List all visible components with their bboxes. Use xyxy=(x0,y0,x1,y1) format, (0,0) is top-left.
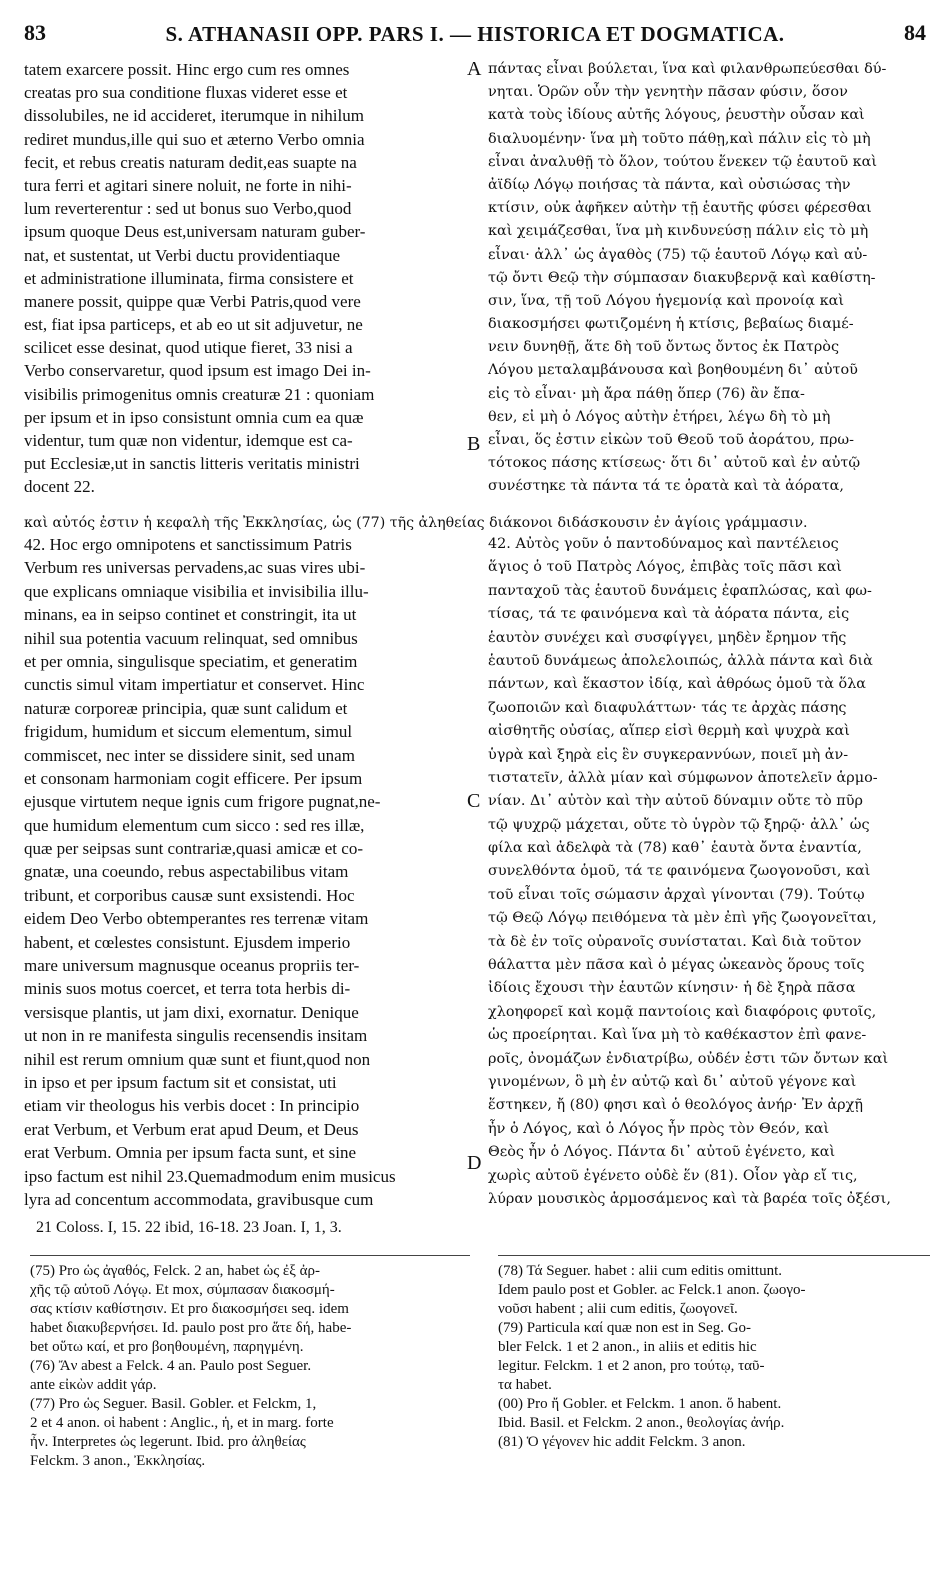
greek-text-line: ὑγρὰ καὶ ξηρὰ εἰς ἓν συγκεραννύων, ποιεῖ μὴ ἀν- xyxy=(488,746,849,763)
footnote-line: (77) Pro ὡς Seguer. Basil. Gobler. et Felckm, 1, xyxy=(30,1396,317,1412)
greek-text-line: νειν δυνηθῇ, ἅτε δὴ τοῦ ὄντως ὄντος ἐκ Πατρὸς xyxy=(488,339,840,356)
footnote-line: χῆς τῷ αὐτοῦ Λόγῳ. Et mox, σύμπασαν διακοσμή- xyxy=(30,1282,335,1298)
greek-text-line: ζωοποιῶν καὶ διαφυλάττων· τάς τε ἀρχὰς πάσης xyxy=(488,699,847,716)
latin-text-line: ipso factum est nihil 23.Quemadmodum enim musicus xyxy=(24,1166,396,1186)
latin-text-line: 42. Hoc ergo omnipotens et sanctissimum Patris xyxy=(24,535,352,554)
greek-spanning-line: καὶ αὐτός ἐστιν ἡ κεφαλὴ τῆς Ἐκκλησίας, ὡς (77) τῆς ἀληθείας διάκονοι διδάσκουσιν ἐν ἁγίοις γράμμασιν. xyxy=(24,515,808,531)
greek-text-line: πάντας εἶναι βούλεται, ἵνα καὶ φιλανθρωπεύεσθαι δύ- xyxy=(488,61,887,77)
latin-text-line: ejusque virtutem neque ignis cum frigore pugnat,ne- xyxy=(24,792,381,812)
latin-text-line: scilicet esse desinat, quod utique fieret, 33 nisi a xyxy=(24,338,353,358)
latin-text-line: et consonam harmoniam cogit efficere. Per ipsum xyxy=(24,768,363,788)
footnote-line: ante εἰκὼν addit γάρ. xyxy=(30,1377,157,1393)
greek-text-line: τῷ ψυχρῷ μάχεται, οὔτε τὸ ὑγρὸν τῷ ξηρῷ· ἀλλ᾽ ὡς xyxy=(488,816,870,833)
greek-text-line: κτίσιν, οὐκ ἀφῆκεν αὐτὴν τῇ ἑαυτῆς φύσει φέρεσθαι xyxy=(488,200,872,217)
latin-text-line: habent, et cœlestes consistunt. Ejusdem imperio xyxy=(24,932,351,952)
footnote-rule-left xyxy=(30,1255,470,1256)
latin-text-line: in ipso et per ipsum factum sit et consistat, uti xyxy=(24,1072,337,1092)
latin-text-line: fecit, et rebus creatis naturam dedit,eas suapte na xyxy=(24,152,357,172)
footnotes-left xyxy=(30,1262,470,1471)
greek-text-line: ὡς προείρηται. Καὶ ἵνα μὴ τὸ καθέκαστον ἐπὶ φανε- xyxy=(488,1027,867,1044)
greek-text-line: νίαν. Δι᾽ αὐτὸν καὶ τὴν αὐτοῦ δύναμιν οὔτε τὸ πῦρ xyxy=(488,793,863,810)
greek-text-line: διαλυομένην· ἵνα μὴ τοῦτο πάθῃ,καὶ πάλιν εἰς τὸ μὴ xyxy=(488,130,871,147)
greek-text-line: τὰ δὲ ἐν τοῖς οὐρανοῖς συνίσταται. Καὶ διὰ τοῦτον xyxy=(488,933,862,950)
greek-text-line: εἶναι ἀναλυθῇ τὸ ὅλον, τούτου ἕνεκεν τῷ ἑαυτοῦ καὶ xyxy=(488,153,878,170)
latin-text-line: eidem Deo Verbo obtemperantes res terrenæ vitam xyxy=(24,909,369,929)
latin-text-line: gnatæ, una coeundo, rebus aspectabilibus vitam xyxy=(24,862,349,882)
scripture-references: 21 Coloss. I, 15. 22 ibid, 16-18. 23 Joan. I, 1, 3. xyxy=(36,1219,342,1236)
greek-text-line: ἀϊδίῳ Λόγῳ ποιήσας τὰ πάντα, καὶ οὐσιώσας τὴν xyxy=(488,176,851,193)
latin-text-line: erat Verbum, et Verbum erat apud Deum, et Deus xyxy=(24,1119,359,1139)
latin-text-line: tatem exarcere possit. Hinc ergo cum res omnes xyxy=(24,60,350,79)
latin-text-line: est, fiat ipsa particeps, et ab eo ut sit adjuvetur, ne xyxy=(24,315,363,335)
latin-text-line: versisque plantis, ut jam dixi, exornatur. Denique xyxy=(24,1002,359,1022)
greek-text-line: τίσας, τά τε φαινόμενα καὶ τὰ ἀόρατα πάντα, εἰς xyxy=(488,606,850,623)
greek-text-line: θάλαττα μὲν πᾶσα καὶ ὁ μέγας ὠκεανὸς ὅρους τοῖς xyxy=(488,957,865,974)
greek-text-line: αἰσθητῆς οὐσίας, αἵπερ εἰσὶ θερμὴ καὶ ψυχρὰ καὶ xyxy=(488,723,850,740)
footnote-line: ἦν. Interpretes ὡς legerunt. Ibid. pro ἀληθείας xyxy=(30,1434,306,1450)
greek-column-top xyxy=(488,58,930,499)
greek-text-line: ροῖς, ὀνομάζων ἐνδιατρίβω, οὐδέν ἐστι τῶν ὄντων καὶ xyxy=(488,1050,889,1067)
margin-marker-c: C xyxy=(467,790,481,812)
latin-text-line: nat, et sustentat, ut Verbi ductu providentiaque xyxy=(24,245,341,265)
latin-text-line: dissolubiles, ne id accideret, iterumque in nihilum xyxy=(24,106,364,126)
greek-text-line: ἕστηκεν, ἤ (80) φησι καὶ ὁ θεολόγος ἀνήρ· Ἐν ἀρχῇ xyxy=(488,1097,863,1114)
greek-text-line: καὶ χειμάζεσθαι, ἵνα μὴ κινδυνεύσῃ πάλιν εἰς τὸ μὴ xyxy=(488,223,869,240)
footnote-line: (76) Ἄν abest a Felck. 4 an. Paulo post Seguer. xyxy=(30,1358,312,1374)
greek-text-line: τῷ ὄντι Θεῷ τὴν σύμπασαν διακυβερνᾷ καὶ καθίστη- xyxy=(488,269,876,286)
footnote-line: (79) Particula καί quæ non est in Seg. Go- xyxy=(498,1320,752,1336)
latin-text-line: put Ecclesiæ,ut in sanctis litteris veritatis ministri xyxy=(24,454,360,474)
footnote-line: bet οὕτω καί, et pro βοηθουμένη, παρηγμένη. xyxy=(30,1339,304,1355)
greek-text-line: χλοηφορεῖ καὶ κομᾷ παντοίοις καὶ διαφόροις φυτοῖς, xyxy=(488,1003,877,1020)
footnote-line: νοῦσι habent ; alii cum editis, ζωογονεῖ. xyxy=(498,1301,738,1317)
greek-text-line: τοῦ εἶναι τοῖς σώμασιν ἀρχαὶ γίνονται (79). Τούτῳ xyxy=(488,886,865,903)
latin-text-line: mare universum magnusque oceanus propriis ter- xyxy=(24,956,360,976)
latin-text-line: et administratione illuminata, firma consistere et xyxy=(24,268,354,288)
latin-text-line: minis suos motus coercet, et terra tota herbis di- xyxy=(24,979,351,999)
latin-text-line: et per omnia, singulisque speciatim, et generatim xyxy=(24,651,358,671)
latin-text-line: ipsum quoque Deus est,universam naturam guber- xyxy=(24,222,366,242)
latin-text-line: lyra ad concentum accommodata, gravibusque cum xyxy=(24,1189,374,1209)
greek-text-line: ἰδίοις ἔχουσι τὴν ἑαυτῶν κίνησιν· ἡ δὲ ξηρὰ πᾶσα xyxy=(488,980,856,997)
greek-text-line: εἶναι, ὅς ἐστιν εἰκὼν τοῦ Θεοῦ τοῦ ἀοράτου, πρω- xyxy=(488,432,855,448)
footnote-rule-right xyxy=(498,1255,930,1256)
page-number-left: 83 xyxy=(24,20,46,45)
margin-marker-a: A xyxy=(467,58,482,80)
latin-text-line: visibilis primogenitus omnis creaturæ 21 : quoniam xyxy=(24,384,375,404)
page-number-right: 84 xyxy=(904,20,926,45)
footnote-line: Idem paulo post et Gobler. ac Felck.1 anon. ζωογο- xyxy=(498,1282,806,1298)
greek-text-line: διακοσμήσει φωτιζομένη ἡ κτίσις, βεβαίως διαμέ- xyxy=(488,316,854,333)
footnote-line: (75) Pro ὡς ἀγαθός, Felck. 2 an, habet ὡς ἐξ ἀρ- xyxy=(30,1263,320,1279)
footnote-line: habet διακυβερνήσει. Id. paulo post pro ἅτε δή, habe- xyxy=(30,1320,352,1336)
footnotes-right xyxy=(498,1262,930,1452)
greek-text-line: χωρὶς αὐτοῦ ἐγένετο οὐδὲ ἕν (81). Οἷον γὰρ εἴ τις, xyxy=(488,1167,858,1184)
latin-text-line: que humidum elementum cum sicco : sed res illæ, xyxy=(24,815,365,835)
footnote-line: (00) Pro ἤ Gobler. et Felckm. 1 anon. ὅ habent. xyxy=(498,1396,782,1412)
latin-text-line: nihil est rerum omnium quæ sunt et fiunt,quod non xyxy=(24,1049,371,1069)
page-header xyxy=(24,20,926,56)
latin-column-top xyxy=(24,58,464,499)
greek-text-line: ἅγιος ὁ τοῦ Πατρὸς Λόγος, ἐπιβὰς τοῖς πᾶσι καὶ xyxy=(488,559,842,576)
greek-text-line: νηται. Ὁρῶν οὖν τὴν γενητὴν πᾶσαν φύσιν, ὅσον xyxy=(488,84,848,101)
latin-text-line: lum reverterentur : sed ut bonus suo Verbo,quod xyxy=(24,199,352,219)
margin-marker-b: B xyxy=(467,433,481,455)
latin-text-line: erat Verbum. Omnia per ipsum facta sunt, et sine xyxy=(24,1143,357,1163)
greek-text-line: ἑαυτὸν συνέχει καὶ συσφίγγει, μηδὲν ἔρημον τῆς xyxy=(488,629,847,646)
latin-text-line: etiam vir theologus his verbis docet : In principio xyxy=(24,1096,360,1116)
latin-text-line: commiscet, nec inter se dissidere sinit, sed unam xyxy=(24,745,355,765)
greek-text-line: ἑαυτοῦ δυνάμεως ἀπολελοιπώς, ἀλλὰ πάντα καὶ διὰ xyxy=(488,652,873,669)
greek-text-line: 42. Αὐτὸς γοῦν ὁ παντοδύναμος καὶ παντέλειος xyxy=(488,536,839,552)
footnote-line: σας κτίσιν καθίστησιν. Et pro διακοσμήσει seq. idem xyxy=(30,1301,349,1317)
greek-text-line: κατὰ τοὺς ἰδίους αὐτῆς λόγους, ῥευστὴν οὖσαν καὶ xyxy=(488,107,865,124)
footnote-line: bler Felck. 1 et 2 anon., in aliis et editis hic xyxy=(498,1339,757,1355)
running-title: S. ATHANASII OPP. PARS I. — HISTORICA ET DOGMATICA. xyxy=(165,22,785,46)
greek-text-line: ἦν ὁ Λόγος, καὶ ὁ Λόγος ἦν πρὸς τὸν Θεόν, καὶ xyxy=(488,1120,830,1137)
latin-column-main xyxy=(24,533,464,1211)
greek-text-line: γινομένων, ὃ μὴ ἐν αὐτῷ καὶ δι᾽ αὐτοῦ γέγονε καὶ xyxy=(488,1073,857,1090)
greek-text-line: συνέστηκε τὰ πάντα τά τε ὁρατὰ καὶ τὰ ἀόρατα, xyxy=(488,478,844,495)
greek-text-line: εἶναι· ἀλλ᾽ ὡς ἀγαθὸς (75) τῷ ἑαυτοῦ Λόγῳ καὶ αὐ- xyxy=(488,246,868,263)
latin-text-line: naturæ corporeæ principia, quæ sunt calidum et xyxy=(24,698,348,718)
greek-text-line: τιστατεῖν, ἀλλὰ μίαν καὶ σύμφωνον ἀποτελεῖν ἁρμο- xyxy=(488,769,878,786)
latin-text-line: que explicans omniaque visibilia et invisibilia illu- xyxy=(24,581,369,601)
greek-text-line: σιν, ἵνα, τῇ τοῦ Λόγου ἡγεμονίᾳ καὶ προνοίᾳ καὶ xyxy=(488,292,844,309)
greek-text-line: λύραν μουσικὸς ἁρμοσάμενος καὶ τὰ βαρέα τοῖς ὀξέσι, xyxy=(488,1190,891,1207)
latin-text-line: Verbo conservaretur, quod ipsum est imago Dei in- xyxy=(24,361,371,381)
footnote-line: legitur. Felckm. 1 et 2 anon, pro τούτῳ, ταῦ- xyxy=(498,1358,765,1374)
greek-text-line: πανταχοῦ τὰς ἑαυτοῦ δυνάμεις ἐφαπλώσας, καὶ φω- xyxy=(488,582,872,599)
greek-text-line: φίλα καὶ ἀδελφὰ τὰ (78) καθ᾽ ἑαυτὰ ὄντα ἐναντία, xyxy=(488,840,862,857)
footnote-line: (81) Ὁ γέγονεν hic addit Felckm. 3 anon. xyxy=(498,1434,746,1450)
margin-marker-d: D xyxy=(467,1152,482,1174)
greek-text-line: συνελθόντα ὁμοῦ, τά τε φαινόμενα ζωογονοῦσι, καὶ xyxy=(488,863,871,880)
latin-text-line: videntur, tum quæ non videntur, idemque est ca- xyxy=(24,431,353,450)
footnote-line: (78) Τά Seguer. habet : alii cum editis omittunt. xyxy=(498,1263,783,1279)
latin-text-line: ut non in re manifesta singulis recensendis insitam xyxy=(24,1026,368,1046)
footnote-line: Felckm. 3 anon., Ἐκκλησίας. xyxy=(30,1453,206,1469)
footnote-line: τα habet. xyxy=(498,1377,552,1393)
latin-text-line: quæ per seipsas sunt contrariæ,quasi amicæ et co- xyxy=(24,839,363,859)
latin-text-line: per ipsum et in ipso consistunt omnia cum ea quæ xyxy=(24,407,364,427)
latin-text-line: tura ferri et agitari sinere noluit, ne forte in nihi- xyxy=(24,175,352,195)
latin-text-line: nihil sua potentia vacuum relinquat, sed omnibus xyxy=(24,628,358,648)
latin-text-line: Verbum res universas pervadens,ac suas vires ubi- xyxy=(24,558,366,578)
greek-text-line: τότοκος πάσης κτίσεως· ὅτι δι᾽ αὐτοῦ καὶ ἐν αὐτῷ xyxy=(488,455,861,472)
greek-text-line: εἰς τὸ εἶναι· μὴ ἄρα πάθῃ ὅπερ (76) ἂν ἔπα- xyxy=(488,385,805,402)
greek-text-line: θεν, εἰ μὴ ὁ Λόγος αὐτὴν ἐτήρει, λέγω δὴ τὸ μὴ xyxy=(488,408,831,425)
footnote-line: Ibid. Basil. et Felckm. 2 anon., θεολογίας ἀνήρ. xyxy=(498,1415,785,1431)
latin-text-line: cunctis simul vitam impertiatur et conservet. Hinc xyxy=(24,675,365,695)
latin-text-line: frigidum, humidum et siccum elementum, simul xyxy=(24,722,353,742)
greek-text-line: Λόγου μεταλαμβάνουσα καὶ βοηθουμένη δι᾽ αὐτοῦ xyxy=(488,362,858,379)
greek-text-line: τῷ Θεῷ Λόγῳ πειθόμενα τὰ μὲν ἐπὶ γῆς ζωογονεῖται, xyxy=(488,910,877,927)
greek-text-line: Θεὸς ἦν ὁ Λόγος. Πάντα δι᾽ αὐτοῦ ἐγένετο, καὶ xyxy=(488,1144,836,1161)
greek-column-main xyxy=(488,533,930,1211)
latin-text-line: manere possit, quippe quæ Verbi Patris,quod vere xyxy=(24,291,361,311)
greek-text-line: πάντων, καὶ ἕκαστον ἰδίᾳ, καὶ ἀθρόως ὁμοῦ τὰ ὅλα xyxy=(488,676,867,693)
latin-text-line: creatas pro sua conditione fluxas videret esse et xyxy=(24,83,348,103)
latin-text-line: minans, ea in seipso continet et constringit, ita ut xyxy=(24,605,357,625)
footnote-line: 2 et 4 anon. οἱ habent : Anglic., ἡ, et in marg. forte xyxy=(30,1415,334,1431)
latin-text-line: tribunt, et corporibus causæ sunt exsistendi. Hoc xyxy=(24,885,355,905)
latin-text-line: rediret mundus,ille qui suo et æterno Verbo omnia xyxy=(24,129,365,149)
latin-text-line: docent 22. xyxy=(24,477,95,497)
